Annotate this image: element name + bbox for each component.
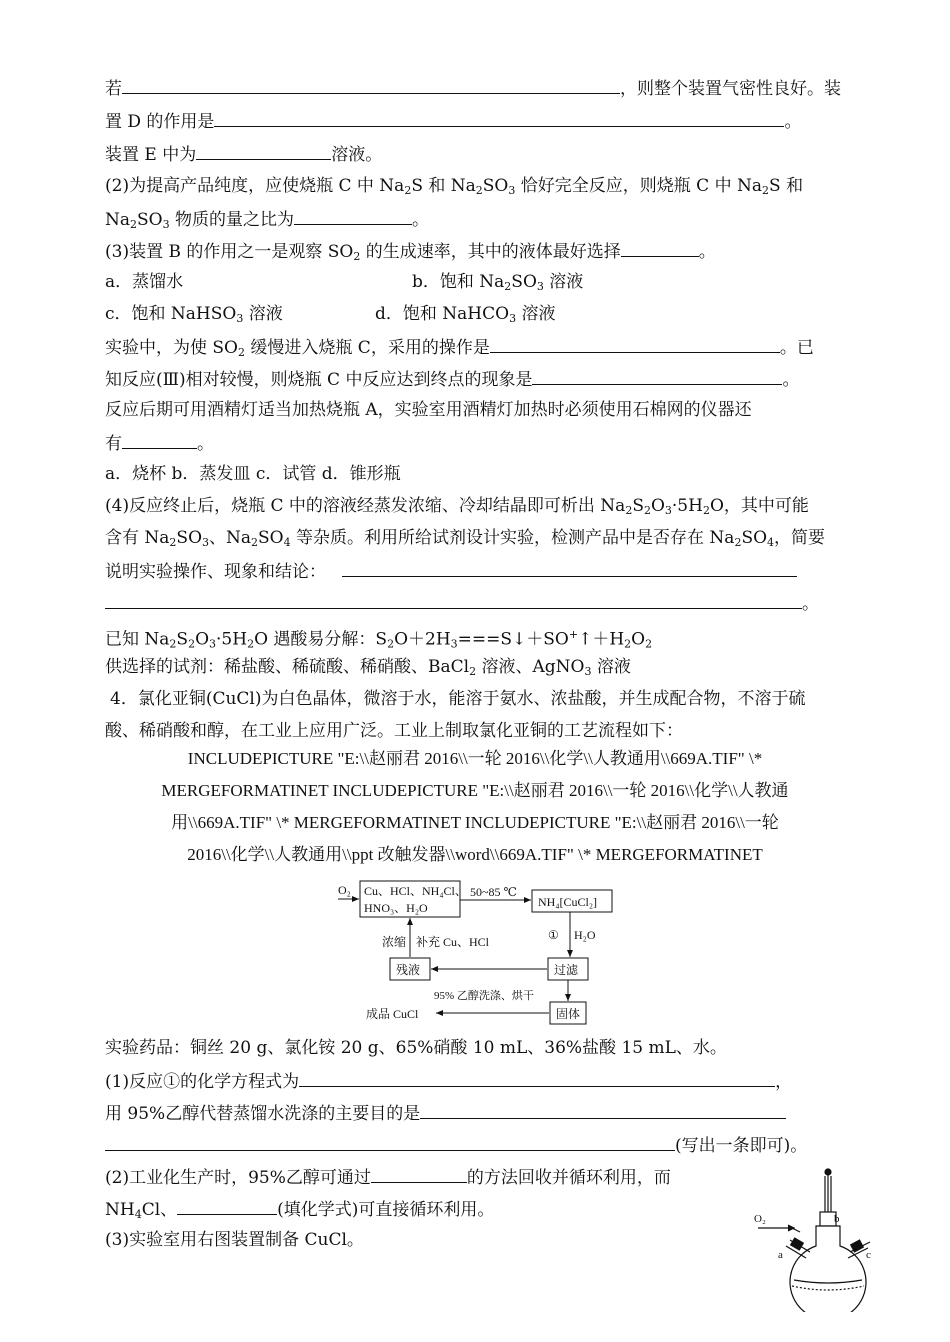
- blank[interactable]: [105, 1132, 675, 1151]
- field-code-2: MERGEFORMATINET INCLUDEPICTURE "E:\\赵丽君 2016\\一轮 2016\\化学\\人教通: [161, 781, 789, 800]
- blank[interactable]: [621, 238, 699, 257]
- blank[interactable]: [342, 558, 797, 577]
- line-10: 知反应(Ⅲ)相对较慢，则烧瓶 C 中反应达到终点的现象是 。: [105, 366, 799, 392]
- blank[interactable]: [122, 430, 197, 449]
- option-b: b．饱和 $Na_2SO_3$ 溶液: [412, 272, 584, 293]
- blank[interactable]: [371, 1164, 467, 1183]
- concentrate-label: 浓缩: [382, 935, 407, 949]
- final-product-label: 成品 CuCl: [366, 1007, 419, 1021]
- apparatus-c-label: c: [866, 1249, 871, 1261]
- reactants-1: Cu、HCl、NH₄Cl、: [364, 884, 467, 898]
- line-27: $NH_4Cl$、 (填化学式)可直接循环利用。: [105, 1196, 494, 1227]
- line-4: (2)为提高产品纯度，应使烧瓶 C 中 $Na_2S$ 和 $Na_2SO_3$ 恰好完全反应，则烧瓶 C 中 $Na_2S$ 和: [105, 176, 804, 197]
- line-20: 4．氯化亚铜(CuCl)为白色晶体，微溶于水，能溶于氨水、浓盐酸，并生成配合物，不溶于硫: [110, 689, 806, 709]
- line-11: 反应后期可用酒精灯适当加热烧瓶 A，实验室用酒精灯加热时必须使用石棉网的仪器还: [105, 400, 752, 420]
- line-22: 实验药品：铜丝 20 g、氯化铵 20 g、65%硝酸 10 mL、36%盐酸 15 mL、水。: [105, 1038, 727, 1058]
- blank[interactable]: [196, 141, 331, 160]
- line-16: 说明实验操作、现象和结论：: [105, 558, 797, 584]
- blank[interactable]: [490, 334, 780, 353]
- filter-label: 过滤: [554, 963, 579, 977]
- wash-label: 95% 乙醇洗涤、烘干: [434, 990, 534, 1002]
- process-flow-diagram: [330, 876, 630, 1026]
- blank[interactable]: [299, 1068, 775, 1087]
- product-label: NH₄[CuCl₂]: [538, 895, 598, 909]
- line-14: (4)反应终止后，烧瓶 C 中的溶液经蒸发浓缩、冷却结晶即可析出 $Na_2S_2O_3\cdot 5H_2O$，其中可能: [105, 496, 809, 517]
- reactants-2: HNO₃、H₂O: [364, 901, 428, 915]
- line-28: (3)实验室用右图装置制备 CuCl。: [105, 1230, 364, 1250]
- blank[interactable]: [294, 206, 412, 225]
- blank[interactable]: [532, 366, 782, 385]
- line-2: 置 D 的作用是 。: [105, 108, 801, 134]
- blank[interactable]: [105, 590, 802, 609]
- line-3: 装置 E 中为 溶液。: [105, 141, 382, 167]
- water-label: H₂O: [574, 928, 596, 942]
- line-5: $Na_2SO_3$ 物质的量之比为 。: [105, 206, 429, 237]
- blank[interactable]: [420, 1100, 786, 1119]
- line-18: 已知 $Na_2S_2O_3\cdot 5H_2O$ 遇酸易分解：$S_2O+2H_3===S↓+SO^+↑+H_2O_2$: [105, 628, 653, 651]
- step-1-label: ①: [548, 928, 559, 942]
- apparatus-b-label: b: [834, 1213, 840, 1225]
- line-12: 有 。: [105, 430, 214, 456]
- option-d: d．饱和 NaHCO$_3$ 溶液: [375, 304, 556, 325]
- field-code-4: 2016\\化学\\人教通用\\ppt 改触发器\\word\\669A.TIF" \* MERGEFORMATINET: [187, 845, 763, 864]
- line-24: 用 95%乙醇代替蒸馏水洗涤的主要目的是: [105, 1100, 786, 1126]
- line-25: (写出一条即可)。: [105, 1132, 807, 1158]
- line-17: 。: [105, 590, 819, 616]
- blank[interactable]: [214, 108, 784, 127]
- apparatus-a-label: a: [778, 1249, 783, 1261]
- line-21: 酸、稀硝酸和醇，在工业上应用广泛。工业上制取氯化亚铜的工艺流程如下：: [105, 721, 683, 741]
- line-1: 若 ，则整个装置气密性良好。装: [105, 75, 841, 101]
- line-26: (2)工业化生产时，95%乙醇可通过 的方法回收并循环利用，而: [105, 1164, 671, 1190]
- line-6: (3)装置 B 的作用之一是观察 $SO_2$ 的生成速率，其中的液体最好选择 。: [105, 238, 716, 269]
- field-code-1: INCLUDEPICTURE "E:\\赵丽君 2016\\一轮 2016\\化学\\人教通用\\669A.TIF" \*: [187, 749, 763, 768]
- line-13: a．烧杯 b．蒸发皿 c．试管 d．锥形瓶: [105, 464, 401, 484]
- line-15: 含有 $Na_2SO_3$、$Na_2SO_4$ 等杂质。利用所给试剂设计实验，检测产品中是否存在 $Na_2SO_4$，简要: [105, 528, 826, 549]
- option-a: a．蒸馏水: [105, 272, 184, 292]
- line-23: (1)反应①的化学方程式为 ，: [105, 1068, 792, 1094]
- solid-label: 固体: [556, 1007, 581, 1021]
- line-9: 实验中，为使 $SO_2$ 缓慢进入烧瓶 C，采用的操作是 。已: [105, 334, 814, 365]
- flask-apparatus-diagram: [748, 1162, 878, 1312]
- temp-condition: 50~85 ℃: [470, 885, 517, 899]
- o2-label: O₂: [338, 883, 351, 897]
- blank[interactable]: [122, 75, 620, 94]
- residue-label: 残液: [396, 963, 421, 977]
- blank[interactable]: [177, 1196, 277, 1215]
- supplement-label: 补充 Cu、HCl: [416, 935, 490, 949]
- field-code-3: 用\\669A.TIF" \* MERGEFORMATINET INCLUDEPICTURE "E:\\赵丽君 2016\\一轮: [171, 813, 779, 832]
- line-19: 供选择的试剂：稀盐酸、稀硫酸、稀硝酸、BaCl$_2$ 溶液、AgNO$_3$ 溶液: [105, 657, 631, 678]
- apparatus-o2-label: O₂: [754, 1213, 766, 1225]
- option-c: c．饱和 NaHSO$_3$ 溶液: [105, 304, 283, 325]
